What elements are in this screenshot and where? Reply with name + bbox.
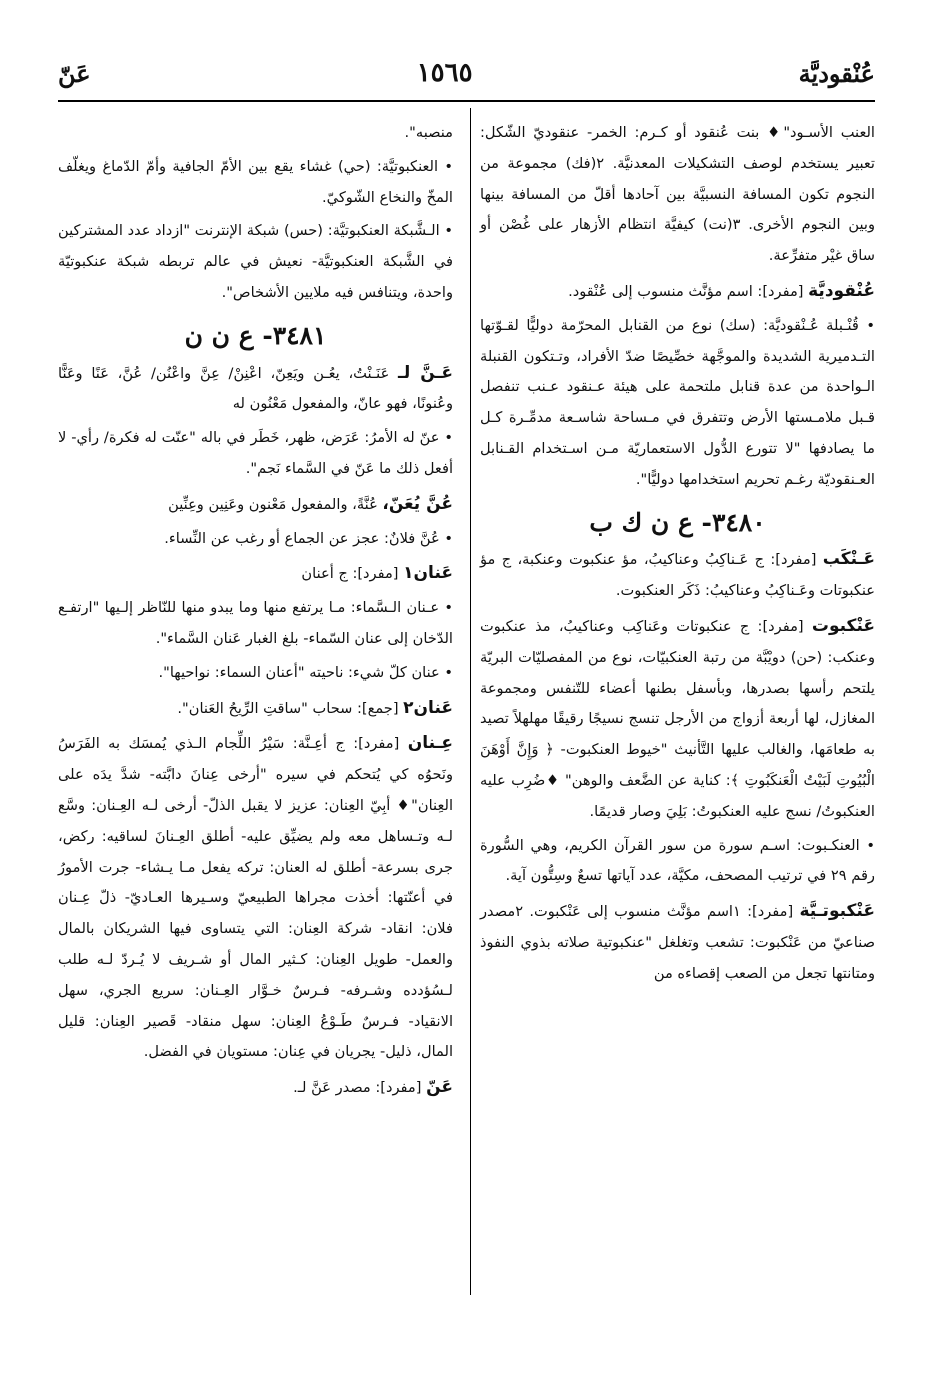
headword: عُنَّ يُعَنّ، bbox=[382, 493, 453, 514]
column-divider bbox=[470, 108, 471, 1295]
section-heading: ٣٤٨١- ع ن ن bbox=[184, 320, 327, 350]
entry-paragraph: • الـشَّبكة العنكبوتيَّة: (حس) شبكة الإنترنت "ازداد عدد المشتركين في الشَّبكة العنكبوتيَّة- نعيش في عالم تربطه شبكة عنكبوتيّة واحدة، ويتنافس فيه ملايين الأشخاص". bbox=[58, 222, 453, 301]
dictionary-entry bbox=[58, 1072, 453, 1104]
entry-definition: عُنَّةً، والمفعول مَعْنون وعَنِين وعِنِّين bbox=[168, 495, 383, 513]
left-column bbox=[58, 118, 453, 1107]
entry-definition: [مفرد]: ج أعِـنَّة: سَيْرُ اللِّجام الـذي يُمسَك به الفَرَسُ ونَحوُه كي يُتحكم في سيره "أرخى عِنانَ دابَّته- شدَّ يدَه على العِنان"♦ أبِيّ العِنان: عزيز لا يقبل الذلّ- أرخى لـه العِـنان: وسَّع لـه وتـساهل معه ولم يضيِّق عليه- أطلق العِـنانَ لساقيه: ركض، جرى بسرعة- أطلق له العنان: تركه يفعل مـا يـشاء- جرت الأمورُ في أعنّتها: أخذت مجراها الطبيعيّ وسـيرها العـاديّ- ذلّ عِـنان فلان: انقاد- شركة العِنان: التي يتساوى فيها الشريكان بالمال والعمل- طويل العِنان: كـثير المال أو شـريف لا يُـردّ لـه طلب لـسُؤدده وشـرفه- فـرسٌ خـوَّار العِـنان: سريع الجري، سهل الانقياد- فـرسٌ طَـوْعُ العِنان: سهل منقاد- قَصير العِنان: قليل المال، ذليل- يجريان في عِنان: مستويان في الفضل. bbox=[58, 735, 453, 1061]
entry-paragraph: العنب الأسـود"♦ بنت عُنقود أو كـرم: الخمر- عنقوديّ الشّكل: تعبير يستخدم لوصف التشكيلات المعدنيَّة. ٢(فك) مجموعة من النجوم تكون المسافة النسبيَّة بين آحادها أقلّ من المسافة بينها وبين النجوم الأخرى. ٣(نت) كيفيَّة انتظام الأزهار على غُصْن أو ساق غيْر متفرِّعة. bbox=[480, 124, 875, 265]
headword: عُنْقوديَّة bbox=[808, 280, 875, 301]
entry-definition: [مفرد]: ج عَـناكِبُ وعناكيبُ، مؤ عنكبوت وعنكبة، ج مؤ عنكبوتات وعَـناكِبُ وعناكيبُ: ذَكَر العنكبوت. bbox=[480, 551, 875, 600]
entry-paragraph: • قُنْـبلة عُـنْقوديَّة: (سك) نوع من القنابل المحرّمة دوليًّا لقـوّتها التـدميرية الشديدة والموجَّهة خصِّيصًا ضدّ الأفراد، وتـتكون القنبلة الـواحدة من عدة قنابل ملتحمة على هيئة عـنقود عـنب تنفصل قـبل ملامـستها الأرض وتتفرق في مـساحة شاسـعة مدمِّـرة كـل ما يصادفها "لا تتورع الدُّول الاستعماريّة مـن اسـتخدام القـنابل العـنقوديّة رغـم تحريم استخدامها دوليًّا". bbox=[480, 316, 875, 488]
entry-paragraph: • العنكـبوت: اسـم سورة من سور القرآن الكريم، وهي السُّورة رقم ٢٩ في ترتيب المصحف، مكيَّة، عدد آياتها تسعٌ وسِتُّون آية. bbox=[480, 836, 875, 885]
entry-definition: [مفرد]: اسم مؤنَّث منسوب إلى عُنْقود. bbox=[568, 282, 809, 300]
entry-definition: [مفرد]: ج أعنان bbox=[301, 565, 404, 583]
headword: عَنان٢ bbox=[403, 697, 453, 718]
page-header bbox=[58, 52, 875, 94]
headword: عَنْكبوت bbox=[811, 615, 875, 636]
running-head-left: عَنّ bbox=[58, 58, 91, 88]
headword: عَـنَّ لـ bbox=[398, 362, 453, 383]
section-heading: ٣٤٨٠- ع ن ك ب bbox=[589, 507, 766, 537]
entry-definition: [مفرد]: مصدر عَنَّ لـ. bbox=[293, 1079, 427, 1097]
dictionary-entry bbox=[58, 728, 453, 1068]
entry-paragraph: منصبه". bbox=[404, 124, 453, 141]
dictionary-entry bbox=[58, 358, 453, 421]
dictionary-entry bbox=[480, 611, 875, 828]
entry-definition: [مفرد]: ١اسم مؤنَّث منسوب إلى عَنْكبوت. ٢مصدر صناعيّ من عَنْكبوت: تشعب وتغلغل "عنكبوتية صلاته بذوي النفوذ ومتانتها تجعل من الصعب إقصاءه من bbox=[480, 903, 875, 982]
entry-paragraph: • العنكبوتيَّة: (حي) غشاء يقع بين الأمّ الجافية وأمّ الدّماغ ويغلّف المخّ والنخاع الشّوكيّ. bbox=[58, 157, 453, 206]
entry-definition: [جمع]: سحاب "ساقتِ الرِّيحُ العَنان". bbox=[177, 699, 404, 717]
dictionary-entry bbox=[58, 558, 453, 590]
entry-paragraph: • عـنان الـسَّماء: مـا يرتفع منها وما يبدو منها للنّاظر إلـيها "ارتفـع الدّخان إلى عنان السّماء- بلغ الغبار عَنان السَّماء". bbox=[58, 599, 453, 647]
headword: عَنّ bbox=[426, 1077, 453, 1098]
dictionary-entry bbox=[58, 489, 453, 521]
headword: عَـنْكَب bbox=[822, 549, 875, 570]
header-rule bbox=[58, 100, 875, 102]
dictionary-entry bbox=[480, 896, 875, 989]
entry-paragraph: • عنان كلّ شيء: ناحيته "أعنان السماء: نواحيها". bbox=[158, 663, 453, 681]
page-number: ١٥٦٥ bbox=[416, 58, 473, 88]
right-column bbox=[480, 118, 875, 993]
headword: عِـنان bbox=[407, 733, 453, 754]
dictionary-entry bbox=[58, 693, 453, 725]
entry-paragraph: • عنّ له الأمرُ: عَرَض، ظهر، خَطَر في باله "عنّت له فكرة/ رأي- لا أفعل ذلك ما عَنّ في السَّماء نَجم". bbox=[58, 429, 453, 477]
headword: عَنْكبوتـيَّة bbox=[799, 901, 875, 922]
entry-definition: [مفرد]: ج عنكبوتات وعَناكِب وعناكيبُ، مذ عنكبوت وعنكب: (حن) دويْبَّة من رتبة العنكبيّات، نوع من المفصليّات البريّة يلتحم رأسها بصدرها، وبأسفل بطنها أعضاء للتّنفس ومجموعة المغازل، لها أربعة أزواج من الأرجل تنسج نسيجًا رقيقًا مهلهلاً تصيد به طعامَها، والغالب عليها التَّأنيث "خيوط العنكبوت- ﴿ وَإِنَّ أَوْهَنَ الْبُيُوتِ لَبَيْتُ الْعَنكَبُوتِ ﴾: كناية عن الضَّعف والوهن" ♦ضُرِب عليه العنكبوتُ/ نسج عليه العنكبوتُ: بَلِيَ وصار قديمًا. bbox=[480, 617, 875, 820]
headword: عَنان١ bbox=[403, 563, 453, 584]
entry-definition: عَنَـنْتُ، يعُـن ويَعِنّ، اعْنِنْ/ عِنَّ واعْنُن/ عُنَّ، عَنًا وعَنًّا وعُنونًا، فهو عانّ، والمفعول مَعْنُون له bbox=[58, 364, 453, 413]
running-head-right: عُنْقوديَّة bbox=[798, 58, 875, 88]
entry-paragraph: • عُنَّ فلانٌ: عجز عن الجماع أو رغب عن النِّساء. bbox=[164, 529, 453, 547]
dictionary-entry bbox=[480, 276, 875, 308]
dictionary-entry bbox=[480, 544, 875, 607]
